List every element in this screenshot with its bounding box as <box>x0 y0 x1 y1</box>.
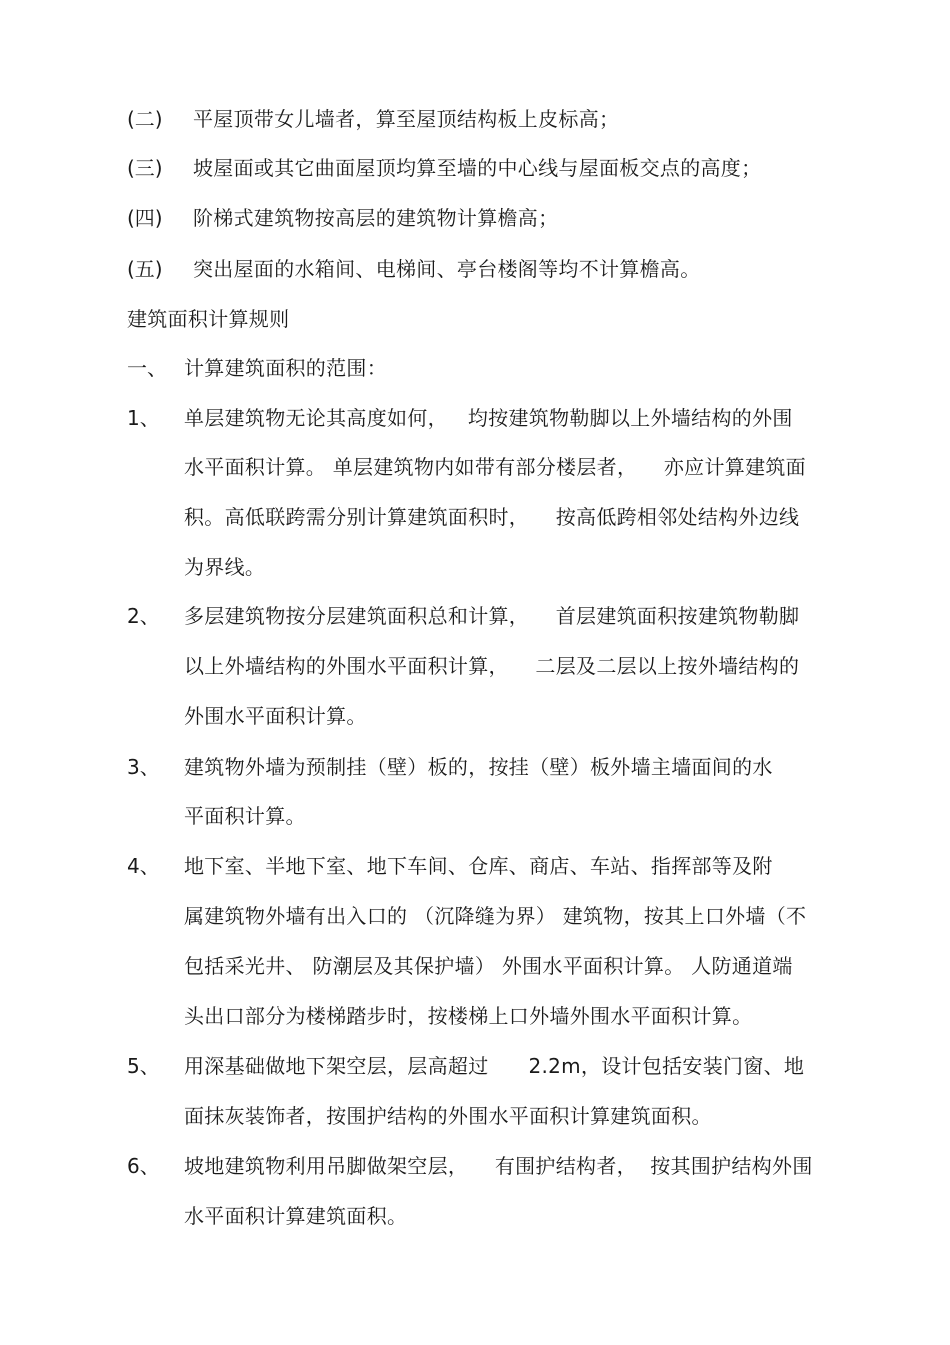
list-item-line: 包括采光井、 防潮层及其保护墙） 外围水平面积计算。 人防通道端 <box>184 954 793 978</box>
sub-item-marker: (二) <box>127 107 163 131</box>
sub-item-text: 阶梯式建筑物按高层的建筑物计算檐高； <box>193 206 559 230</box>
list-item-line: 坡地建筑物利用吊脚做架空层， 有围护结构者， 按其围护结构外围 <box>184 1154 813 1178</box>
list-item-marker: 5、 <box>127 1054 160 1078</box>
list-item-line: 为界线。 <box>184 555 266 579</box>
list-item-line: 外围水平面积计算。 <box>184 704 367 728</box>
list-item-line: 用深基础做地下架空层，层高超过 2.2m，设计包括安装门窗、地 <box>184 1054 805 1078</box>
list-item-line: 水平面积计算建筑面积。 <box>184 1204 408 1228</box>
list-item-line: 头出口部分为楼梯踏步时，按楼梯上口外墙外围水平面积计算。 <box>184 1004 753 1028</box>
list-item-line: 积。高低联跨需分别计算建筑面积时， 按高低跨相邻处结构外边线 <box>184 505 800 529</box>
list-item-marker: 4、 <box>127 854 160 878</box>
list-item-line: 属建筑物外墙有出入口的 （沉降缝为界） 建筑物，按其上口外墙（不 <box>184 904 807 928</box>
list-item-marker: 2、 <box>127 604 160 628</box>
sub-item-marker: (三) <box>127 156 163 180</box>
sub-item-text: 突出屋面的水箱间、电梯间、亭台楼阁等均不计算檐高。 <box>193 257 701 281</box>
list-item-line: 单层建筑物无论其高度如何， 均按建筑物勒脚以上外墙结构的外围 <box>184 406 793 430</box>
list-item-line: 平面积计算。 <box>184 804 306 828</box>
list-item-line: 以上外墙结构的外围水平面积计算， 二层及二层以上按外墙结构的 <box>184 654 800 678</box>
list-item-marker: 6、 <box>127 1154 160 1178</box>
sub-item-text: 坡屋面或其它曲面屋顶均算至墙的中心线与屋面板交点的高度； <box>193 156 762 180</box>
section-title: 建筑面积计算规则 <box>127 307 290 331</box>
list-item-line: 地下室、半地下室、地下车间、仓库、商店、车站、指挥部等及附 <box>184 854 773 878</box>
list-item-line: 多层建筑物按分层建筑面积总和计算， 首层建筑面积按建筑物勒脚 <box>184 604 800 628</box>
sub-item-text: 平屋顶带女儿墙者，算至屋顶结构板上皮标高； <box>193 107 620 131</box>
list-item-line: 面抹灰装饰者，按围护结构的外围水平面积计算建筑面积。 <box>184 1104 712 1128</box>
list-item-line: 建筑物外墙为预制挂（壁）板的，按挂（壁）板外墙主墙面间的水 <box>184 755 773 779</box>
sub-item-marker: (四) <box>127 206 163 230</box>
sub-item-marker: (五) <box>127 257 163 281</box>
section-marker: 一、 <box>127 356 167 380</box>
list-item-marker: 3、 <box>127 755 160 779</box>
list-item-line: 水平面积计算。 单层建筑物内如带有部分楼层者， 亦应计算建筑面 <box>184 455 806 479</box>
list-item-marker: 1、 <box>127 406 160 430</box>
section-heading: 计算建筑面积的范围： <box>184 356 387 380</box>
